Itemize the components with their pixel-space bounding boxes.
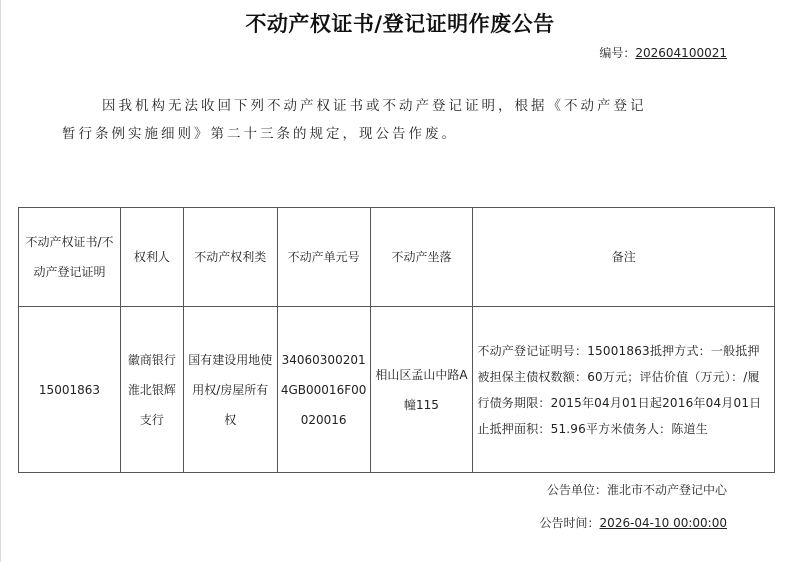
publishing-time-label: 公告时间： bbox=[539, 516, 600, 530]
cell-right-holder: 徽商银行淮北银辉支行 bbox=[120, 307, 183, 473]
cell-certificate-no: 15001863 bbox=[19, 307, 121, 473]
header-location: 不动产坐落 bbox=[370, 208, 473, 307]
publishing-unit-value: 淮北市不动产登记中心 bbox=[606, 483, 727, 497]
header-certificate: 不动产权证书/不动产登记证明 bbox=[19, 208, 121, 307]
serial-label: 编号： bbox=[599, 46, 636, 60]
header-unit-no: 不动产单元号 bbox=[277, 208, 370, 307]
page-border bbox=[0, 0, 1, 562]
header-right-type: 不动产权利类 bbox=[183, 208, 277, 307]
notice-title: 不动产权证书/登记证明作废公告 bbox=[245, 12, 555, 36]
publishing-time bbox=[540, 514, 727, 531]
notice-body-line2: 暂行条例实施细则》第二十三条的规定，现公告作废。 bbox=[62, 126, 458, 142]
notice-body-line1: 因我机构无法收回下列不动产权证书或不动产登记证明，根据《不动产登记 bbox=[102, 98, 647, 114]
cell-right-type: 国有建设用地使用权/房屋所有权 bbox=[183, 307, 277, 473]
header-right-holder: 权利人 bbox=[120, 208, 183, 307]
notice-body bbox=[62, 92, 732, 148]
cell-location: 相山区孟山中路A幢115 bbox=[370, 307, 473, 473]
void-certificate-table bbox=[18, 207, 775, 473]
header-remark: 备注 bbox=[473, 208, 775, 307]
publishing-time-value: 2026-04-10 00:00:00 bbox=[599, 516, 727, 530]
publishing-unit bbox=[547, 481, 727, 498]
publishing-unit-label: 公告单位： bbox=[546, 483, 607, 497]
table-row bbox=[19, 307, 775, 473]
cell-remark: 不动产登记证明号：15001863抵押方式：一般抵押被担保主债权数额：60万元；评估价值（万元）：/履行债务期限：2015年04月01日起2016年04月01日止抵押面积：51.96平方米债务人：陈道生 bbox=[473, 307, 775, 473]
table-header-row bbox=[19, 208, 775, 307]
serial-number bbox=[599, 44, 727, 61]
serial-value: 202604100021 bbox=[635, 46, 727, 60]
cell-unit-no: 340603002014GB00016F00020016 bbox=[277, 307, 370, 473]
